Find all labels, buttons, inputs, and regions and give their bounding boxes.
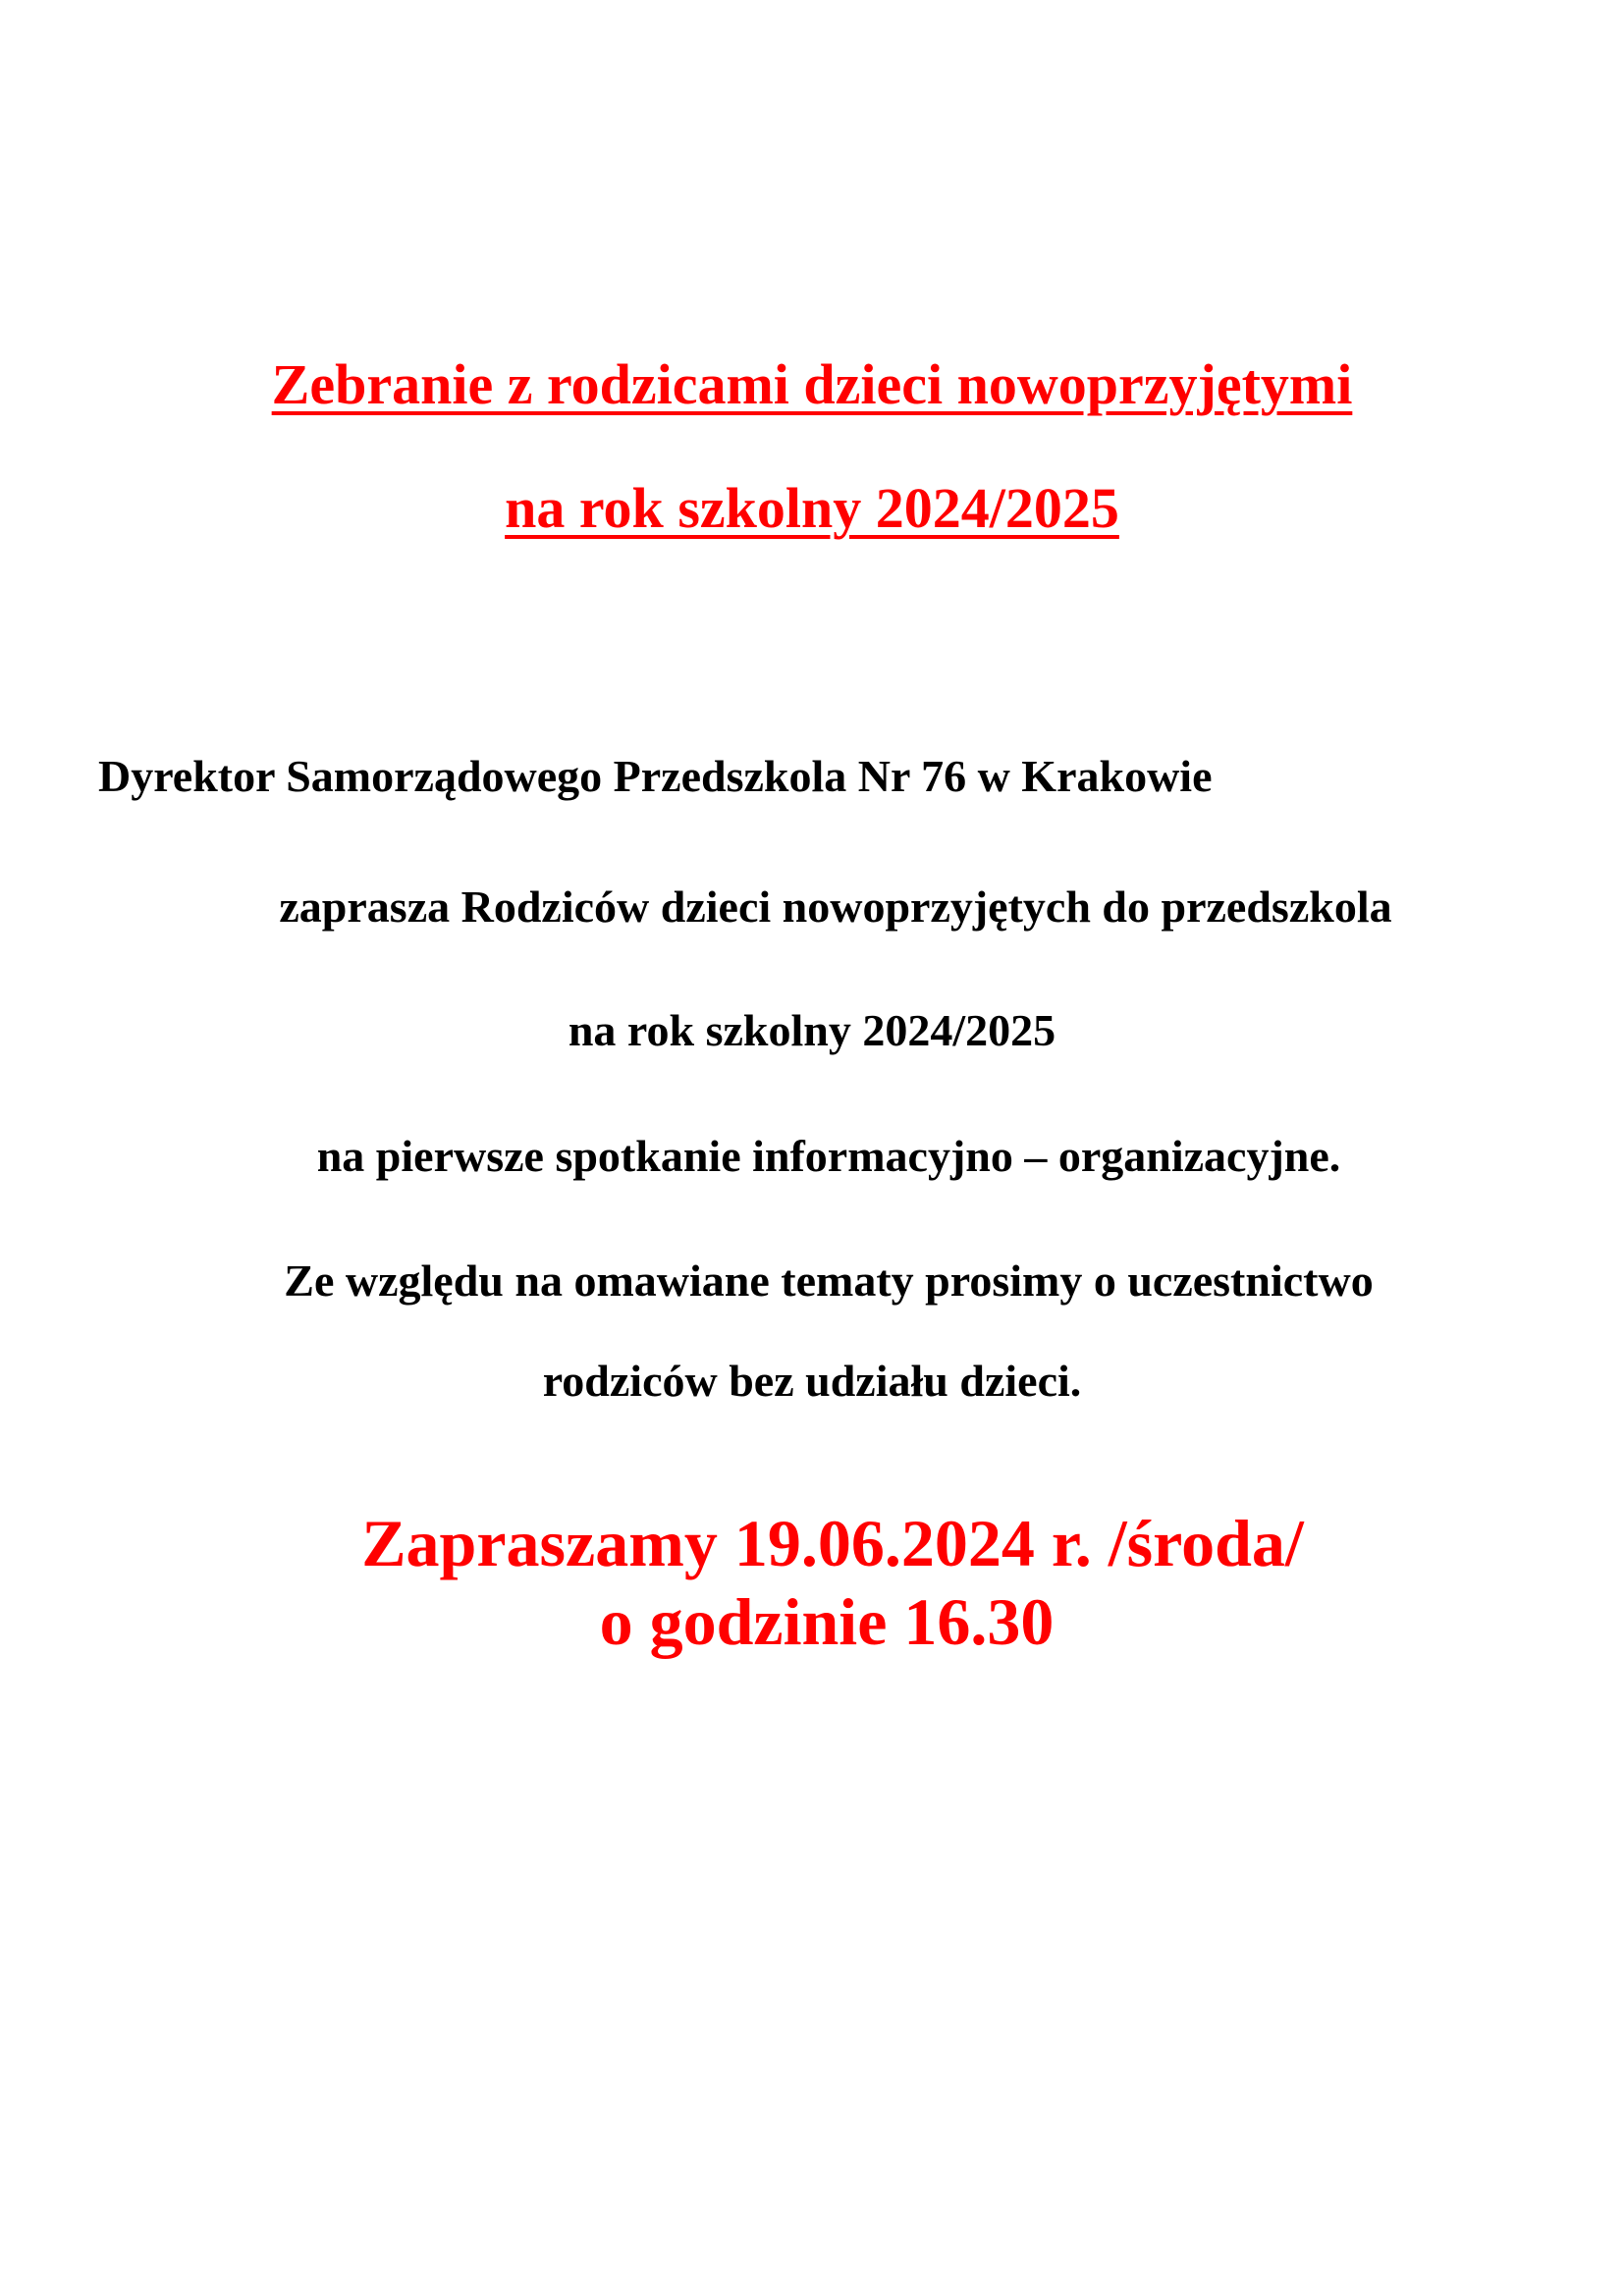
body-line-no-children: rodziców bez udziału dzieci. (542, 1356, 1082, 1406)
body-line-invite-parents: zaprasza Rodziców dzieci nowoprzyjętych do przedszkola (279, 881, 1392, 932)
body-line-school-year: na rok szkolny 2024/2025 (568, 1005, 1056, 1055)
invitation-time: o godzinie 16.30 (599, 1584, 1055, 1659)
body-line-meeting-type: na pierwsze spotkanie informacyjno – organizacyjne. (316, 1131, 1341, 1181)
invitation-date: Zapraszamy 19.06.2024 r. /środa/ (361, 1506, 1304, 1580)
body-line-director: Dyrektor Samorządowego Przedszkola Nr 76 w Krakowie (98, 751, 1213, 801)
title-line-1: Zebranie z rodzicami dzieci nowoprzyjętymi (271, 352, 1353, 416)
body-line-request: Ze względu na omawiane tematy prosimy o uczestnictwo (284, 1255, 1374, 1306)
title-line-2: na rok szkolny 2024/2025 (505, 476, 1119, 540)
